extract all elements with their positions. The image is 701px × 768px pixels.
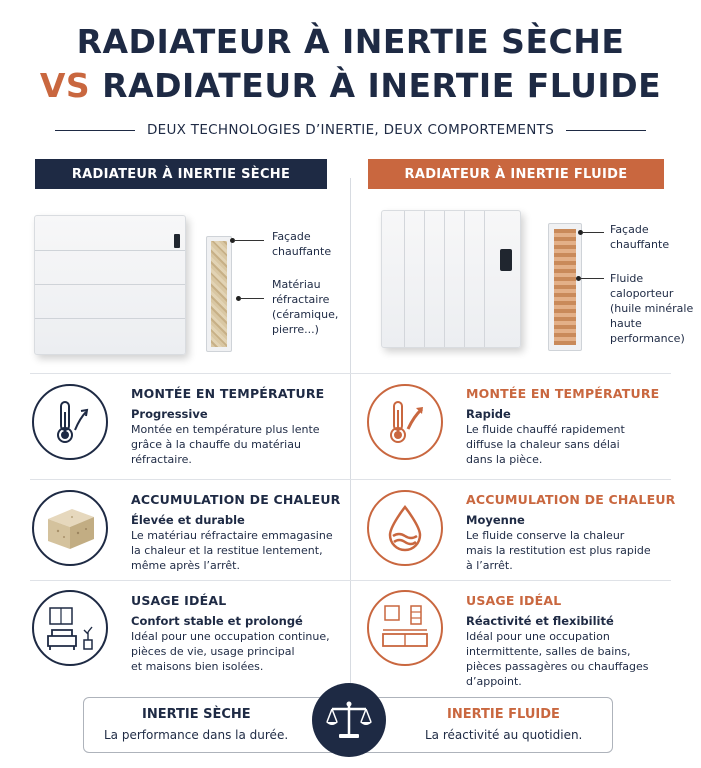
feature-body: Le fluide conserve la chaleur mais la restitution est plus rapide à l’arrêt. — [466, 529, 651, 572]
main-title-line2 — [0, 66, 701, 105]
subtitle: DEUX TECHNOLOGIES D’INERTIE, DEUX COMPORTEMENTS — [146, 122, 555, 138]
feature-body: Idéal pour une occupation continue, pièces de vie, usage principal et maisons bien isolées. — [131, 630, 330, 673]
feature-title: USAGE IDÉAL — [131, 593, 227, 608]
feature-title: ACCUMULATION DE CHALEUR — [466, 492, 676, 507]
feature-subtitle: Moyenne — [466, 513, 525, 527]
row-separator — [30, 373, 671, 374]
feature-subtitle: Progressive — [131, 407, 208, 421]
facade-callout: Façade chauffante — [272, 230, 332, 258]
bathroom-icon — [367, 590, 443, 666]
facade-callout: Façade chauffante — [610, 223, 670, 251]
radiator-fin — [424, 211, 425, 347]
radiator-groove — [35, 284, 185, 285]
main-title-line1: RADIATEUR À INERTIE SÈCHE — [76, 22, 625, 61]
radiator-groove — [35, 318, 185, 319]
vs-label: VS — [39, 66, 91, 105]
dry-radiator-cross-section — [206, 236, 232, 352]
feature-body: Le fluide chauffé rapidement diffuse la chaleur sans délai dans la pièce. — [466, 423, 625, 466]
left-column-header: RADIATEUR À INERTIE SÈCHE — [35, 159, 327, 189]
stone-block-icon — [32, 490, 108, 566]
summary-left-text: La performance dans la durée. — [104, 728, 289, 742]
fluid-callout: Fluide caloporteur (huile minérale haute performance) — [610, 272, 694, 345]
callout-line — [240, 298, 264, 299]
main-title-line2-text: RADIATEUR À INERTIE FLUIDE — [102, 66, 662, 105]
feature-subtitle: Réactivité et flexibilité — [466, 614, 614, 628]
thermometer-fast-icon — [367, 384, 443, 460]
column-divider — [350, 178, 351, 683]
feature-title: MONTÉE EN TEMPÉRATURE — [131, 386, 325, 401]
feature-subtitle: Confort stable et prolongé — [131, 614, 303, 628]
summary-right-title: INERTIE FLUIDE — [447, 707, 560, 722]
fluid-drop-icon — [367, 490, 443, 566]
heat-transfer-fluid — [554, 229, 576, 345]
callout-line — [234, 240, 264, 241]
refractory-material — [211, 241, 227, 347]
feature-subtitle: Élevée et durable — [131, 513, 245, 527]
fluid-radiator-image — [381, 210, 521, 348]
feature-title: MONTÉE EN TEMPÉRATURE — [466, 386, 660, 401]
feature-body: Le matériau réfractaire emmagasine la chaleur et la restitue lentement, même après l’arrêt. — [131, 529, 333, 572]
living-room-icon — [32, 590, 108, 666]
subtitle-line-left — [55, 130, 135, 131]
balance-scale-icon — [312, 683, 386, 757]
row-separator — [30, 479, 671, 480]
radiator-groove — [35, 250, 185, 251]
feature-subtitle: Rapide — [466, 407, 511, 421]
summary-left-title: INERTIE SÈCHE — [142, 707, 251, 722]
radiator-fin — [464, 211, 465, 347]
dry-radiator-image — [34, 215, 186, 355]
feature-title: USAGE IDÉAL — [466, 593, 562, 608]
right-column-header: RADIATEUR À INERTIE FLUIDE — [368, 159, 664, 189]
radiator-control-panel — [174, 234, 180, 248]
thermometer-rising-icon — [32, 384, 108, 460]
feature-body: Montée en température plus lente grâce à la chauffe du matériau réfractaire. — [131, 423, 320, 466]
summary-right-text: La réactivité au quotidien. — [425, 728, 583, 742]
radiator-display — [500, 249, 512, 271]
feature-title: ACCUMULATION DE CHALEUR — [131, 492, 341, 507]
radiator-fin — [484, 211, 485, 347]
subtitle-line-right — [566, 130, 646, 131]
material-callout: Matériau réfractaire (céramique, pierre...) — [272, 278, 339, 336]
row-separator — [30, 580, 671, 581]
subtitle-row — [55, 121, 646, 139]
callout-line — [580, 278, 604, 279]
fluid-radiator-cross-section — [548, 223, 582, 351]
radiator-fin — [404, 211, 405, 347]
radiator-fin — [444, 211, 445, 347]
feature-body: Idéal pour une occupation intermittente, salles de bains, pièces passagères ou chauffages d’appoint. — [466, 630, 649, 688]
callout-line — [582, 232, 604, 233]
